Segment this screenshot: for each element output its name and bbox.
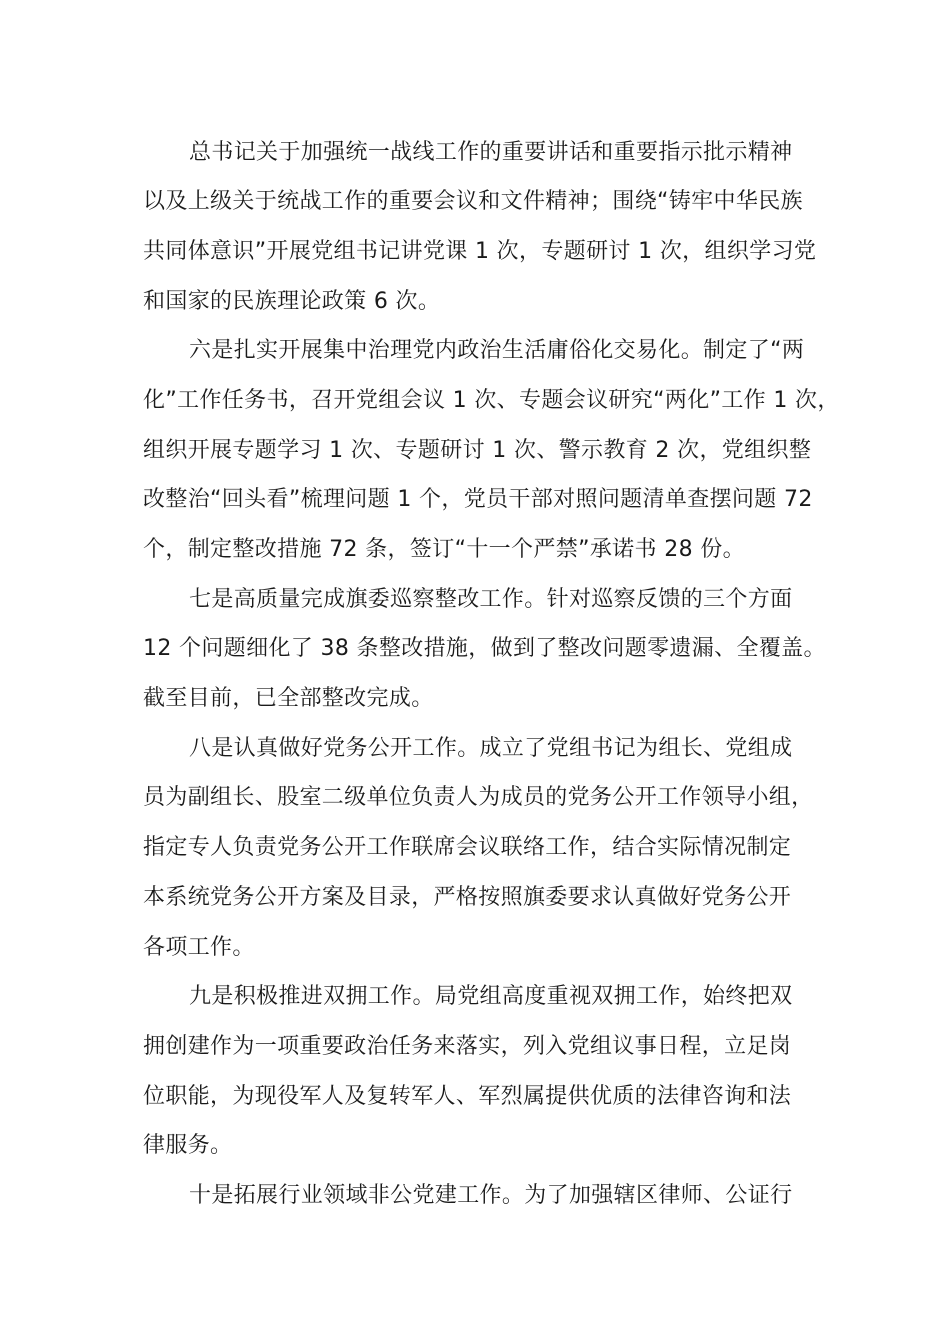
paragraph-item-seven bbox=[143, 575, 833, 724]
paragraph-line: 组织开展专题学习 1 次、专题研讨 1 次、警示教育 2 次，党组织整 bbox=[143, 437, 812, 463]
paragraph-line: 七是高质量完成旗委巡察整改工作。针对巡察反馈的三个方面 bbox=[189, 586, 793, 612]
paragraph-united-front-study bbox=[143, 128, 833, 327]
paragraph-item-six bbox=[143, 326, 840, 574]
paragraph-line: 和国家的民族理论政策 6 次。 bbox=[143, 288, 441, 314]
paragraph-line: 十是拓展行业领域非公党建工作。为了加强辖区律师、公证行 bbox=[189, 1182, 793, 1208]
paragraph-line: 本系统党务公开方案及目录，严格按照旗委要求认真做好党务公开 bbox=[143, 884, 792, 910]
paragraph-item-nine bbox=[143, 972, 833, 1171]
paragraph-line: 拥创建作为一项重要政治任务来落实，列入党组议事日程，立足岗 bbox=[143, 1033, 792, 1059]
paragraph-line: 律服务。 bbox=[143, 1133, 233, 1159]
paragraph-line: 员为副组长、股室二级单位负责人为成员的党务公开工作领导小组， bbox=[143, 785, 814, 811]
paragraph-line: 化”工作任务书，召开党组会议 1 次、专题会议研究“两化”工作 1 次， bbox=[143, 387, 840, 413]
paragraph-item-eight bbox=[143, 724, 833, 972]
paragraph-item-ten bbox=[143, 1171, 833, 1221]
paragraph-line: 以及上级关于统战工作的重要会议和文件精神；围绕“铸牢中华民族 bbox=[143, 189, 803, 215]
paragraph-line: 各项工作。 bbox=[143, 934, 255, 960]
paragraph-line: 截至目前，已全部整改完成。 bbox=[143, 686, 434, 712]
paragraph-line: 改整治“回头看”梳理问题 1 个，党员干部对照问题清单查摆问题 72 bbox=[143, 487, 813, 513]
paragraph-line: 总书记关于加强统一战线工作的重要讲话和重要指示批示精神 bbox=[189, 139, 793, 165]
paragraph-line: 个，制定整改措施 72 条，签订“十一个严禁”承诺书 28 份。 bbox=[143, 537, 745, 562]
document-body bbox=[143, 128, 840, 1221]
paragraph-line: 九是积极推进双拥工作。局党组高度重视双拥工作，始终把双 bbox=[189, 984, 793, 1010]
paragraph-line: 指定专人负责党务公开工作联席会议联络工作，结合实际情况制定 bbox=[143, 835, 792, 861]
paragraph-line: 八是认真做好党务公开工作。成立了党组书记为组长、党组成 bbox=[189, 735, 793, 761]
paragraph-line: 六是扎实开展集中治理党内政治生活庸俗化交易化。制定了“两 bbox=[189, 338, 805, 364]
paragraph-line: 共同体意识”开展党组书记讲党课 1 次，专题研讨 1 次，组织学习党 bbox=[143, 238, 817, 264]
paragraph-line: 位职能，为现役军人及复转军人、军烈属提供优质的法律咨询和法 bbox=[143, 1083, 792, 1109]
paragraph-line: 12 个问题细化了 38 条整改措施，做到了整改问题零遗漏、全覆盖。 bbox=[143, 636, 826, 662]
